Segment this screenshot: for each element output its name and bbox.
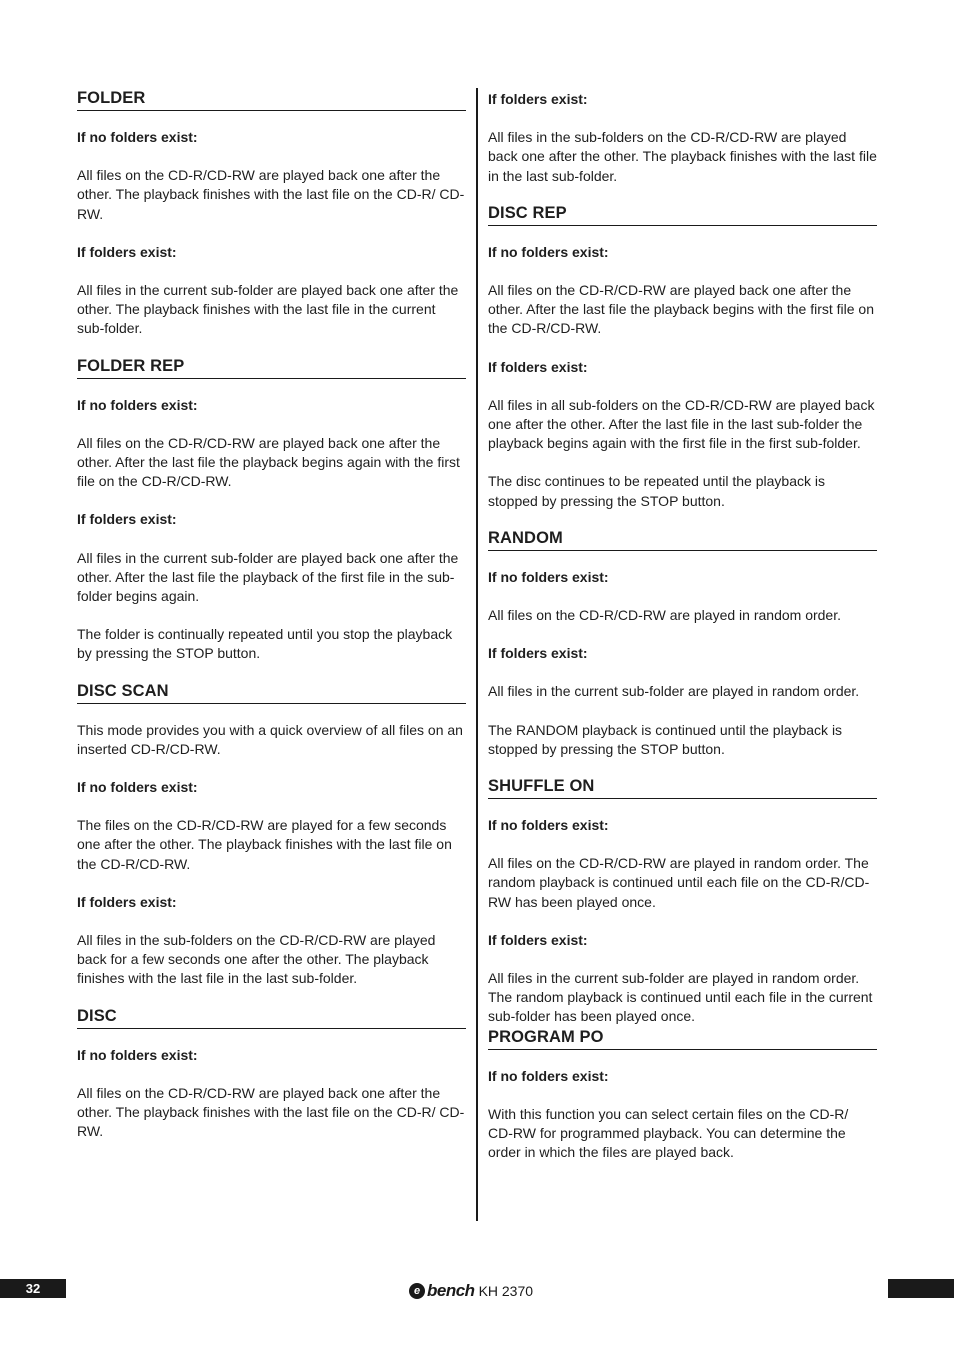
paragraph: All files in the current sub-folder are played back one after the other. After the last file the playback of the first file in the sub-folder begins again. [77, 549, 459, 605]
section-random [488, 528, 877, 759]
paragraph: All files on the CD-R/CD-RW are played in random order. The random playback is continued until each file on the CD-R/CD-RW has been played once. [488, 855, 870, 910]
brand-logo [409, 1281, 475, 1301]
heading-random: RANDOM [488, 528, 877, 551]
subheading-no-folders: If no folders exist: [488, 817, 609, 834]
paragraph: The folder is continually repeated until you stop the playback by pressing the STOP button. [77, 626, 453, 662]
paragraph: All files on the CD-R/CD-RW are played back one after the other. After the last file the playback begins with the first file on the CD-R/CD-RW. [488, 282, 874, 337]
subheading-no-folders: If no folders exist: [488, 243, 609, 260]
heading-program-po: PROGRAM PO [488, 1027, 877, 1050]
paragraph: All files in all sub-folders on the CD-R/CD-RW are played back one after the other. After the last file in the last sub-folder the playback begins again with the first file in the first sub-folder. [488, 396, 875, 452]
section-shuffle-on [488, 776, 877, 1027]
paragraph: All files on the CD-R/CD-RW are played back one after the other. After the last file the playback begins again with the first file on the CD-R/CD-RW. [77, 434, 460, 490]
section-disc-rep [488, 203, 877, 511]
subheading-folders: If folders exist: [488, 645, 588, 662]
paragraph: The disc continues to be repeated until the playback is stopped by pressing the STOP button. [488, 473, 825, 509]
subheading-no-folders: If no folders exist: [77, 396, 198, 413]
section-folder [77, 88, 466, 339]
paragraph: All files on the CD-R/CD-RW are played back one after the other. The playback finishes with the last file on the CD-R/ CD-RW. [77, 1084, 465, 1140]
page-number: 32 [0, 1279, 66, 1298]
subheading-no-folders: If no folders exist: [77, 779, 198, 796]
subheading-folders: If folders exist: [488, 931, 588, 948]
section-disc [77, 1006, 466, 1142]
subheading-no-folders: If no folders exist: [488, 568, 609, 585]
footer-brand [409, 1281, 533, 1301]
section-disc-scan [77, 681, 466, 989]
heading-folder: FOLDER [77, 88, 466, 111]
subheading-no-folders: If no folders exist: [77, 129, 198, 145]
brand-logo-icon: e [409, 1283, 425, 1299]
paragraph: All files on the CD-R/CD-RW are played in random order. [488, 607, 841, 624]
column-divider [476, 88, 478, 1221]
heading-shuffle-on: SHUFFLE ON [488, 776, 877, 799]
section-disc-continued [488, 90, 877, 186]
paragraph: All files in the sub-folders on the CD-R/CD-RW are played back for a few seconds one after the other. The playback finishes with the last file in the last sub-folder. [77, 932, 436, 987]
heading-disc-scan: DISC SCAN [77, 681, 466, 704]
paragraph: The files on the CD-R/CD-RW are played for a few seconds one after the other. The playback finishes with the last file on the CD-R/CD-RW. [77, 817, 452, 872]
corner-bar [888, 1279, 954, 1298]
section-folder-rep [77, 356, 466, 664]
subheading-folders: If folders exist: [488, 91, 588, 107]
heading-disc-rep: DISC REP [488, 203, 877, 226]
subheading-folders: If folders exist: [77, 893, 177, 910]
paragraph: This mode provides you with a quick overview of all files on an inserted CD-R/CD-RW. [77, 721, 463, 757]
paragraph: All files on the CD-R/CD-RW are played back one after the other. The playback finishes with the last file on the CD-R/ CD-RW. [77, 167, 465, 222]
subheading-folders: If folders exist: [77, 243, 177, 260]
paragraph: All files in the current sub-folder are played back one after the other. The playback finishes with the last file in the current sub-folder. [77, 282, 459, 337]
brand-name: bench [427, 1281, 475, 1300]
paragraph: All files in the current sub-folder are played in random order. The random playback is continued until each file in the current sub-folder has been played once. [488, 970, 873, 1025]
left-column [77, 88, 466, 1142]
subheading-folders: If folders exist: [488, 358, 588, 375]
heading-disc: DISC [77, 1006, 466, 1029]
subheading-no-folders: If no folders exist: [77, 1046, 198, 1063]
model-number: KH 2370 [478, 1283, 534, 1299]
paragraph: The RANDOM playback is continued until the playback is stopped by pressing the STOP button. [488, 721, 843, 757]
right-column [488, 88, 877, 1163]
heading-folder-rep: FOLDER REP [77, 356, 466, 379]
subheading-no-folders: If no folders exist: [488, 1067, 609, 1084]
subheading-folders: If folders exist: [77, 511, 177, 528]
section-program-po [488, 1027, 877, 1163]
paragraph: All files in the current sub-folder are played in random order. [488, 683, 860, 700]
paragraph: With this function you can select certain files on the CD-R/ CD-RW for programmed playback. You can determine the order in which the files are played back. [488, 1105, 849, 1161]
paragraph: All files in the sub-folders on the CD-R/CD-RW are played back one after the other. The playback finishes with the last file in the last sub-folder. [488, 129, 877, 184]
